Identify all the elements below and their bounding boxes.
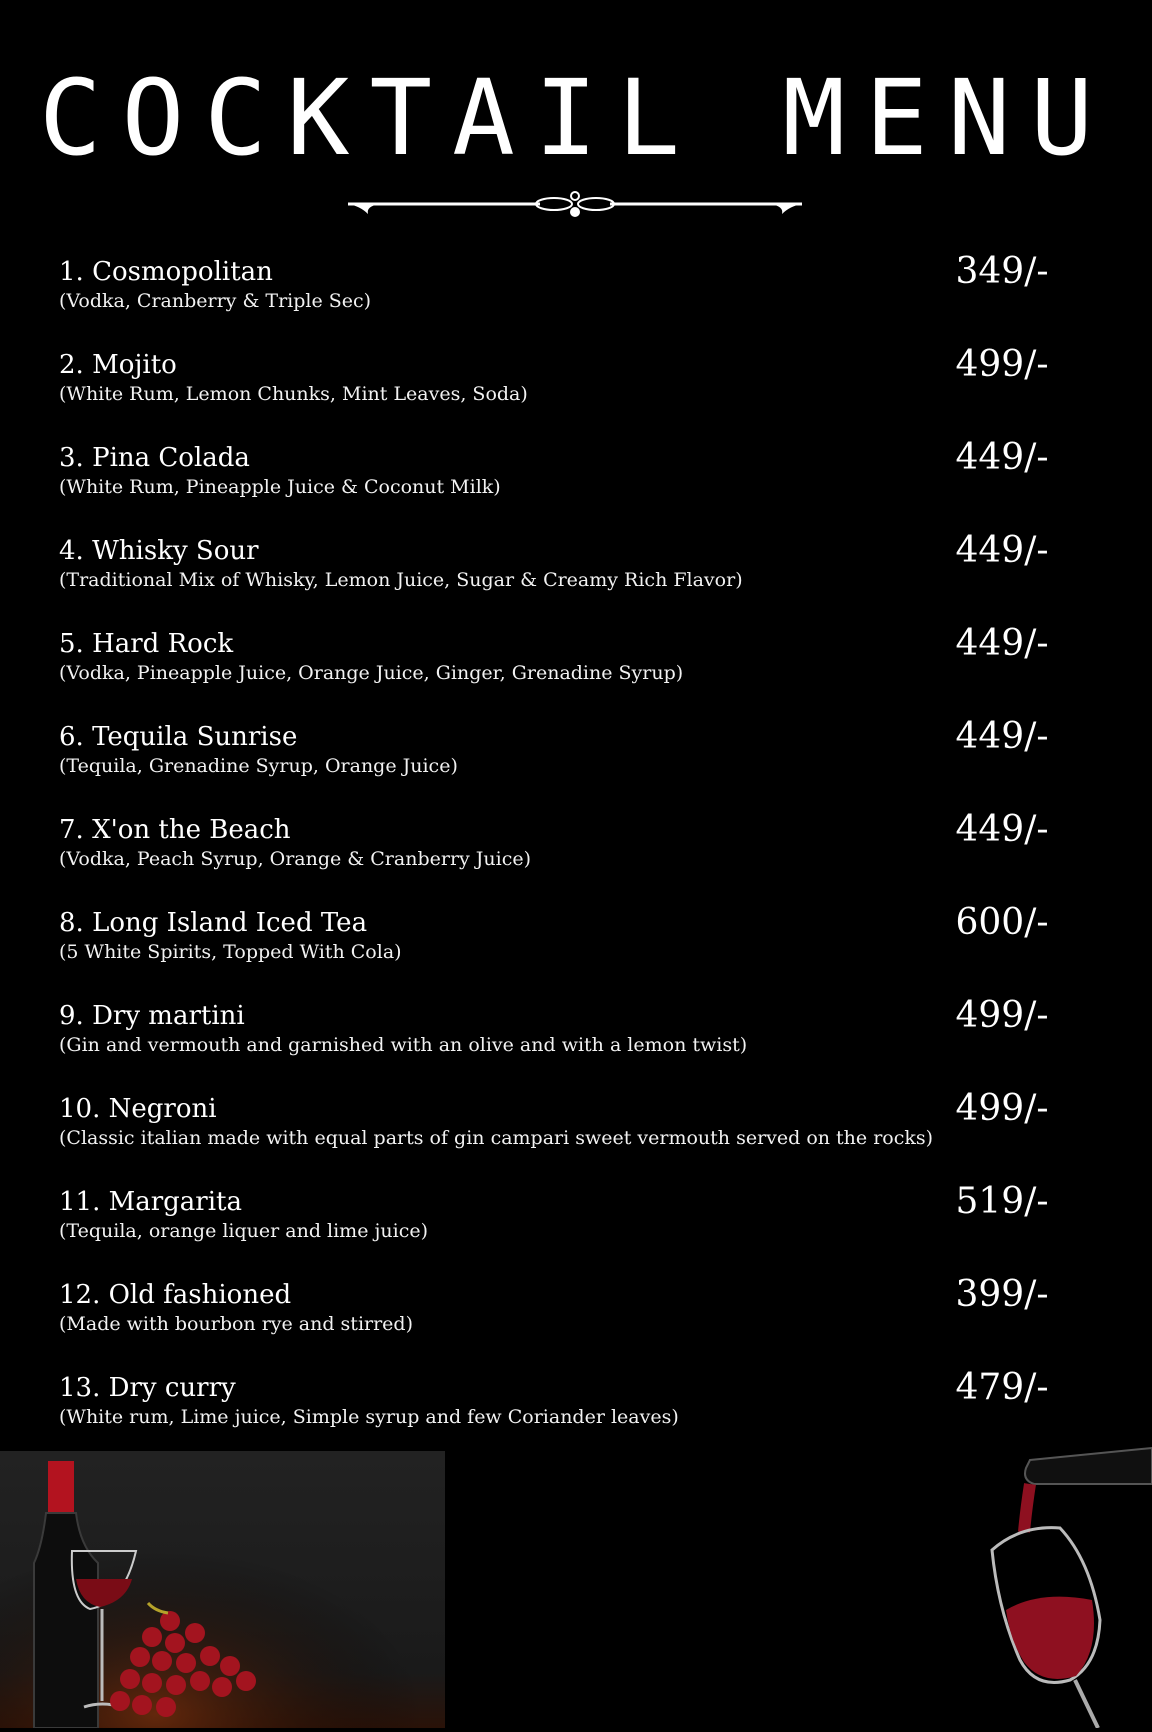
item-name: 10. Negroni xyxy=(59,1094,217,1124)
item-name: 8. Long Island Iced Tea xyxy=(59,908,368,938)
item-description: (5 White Spirits, Topped With Cola) xyxy=(59,941,402,963)
menu-item xyxy=(59,530,1059,628)
item-name: 9. Dry martini xyxy=(59,1001,245,1031)
item-price: 499/- xyxy=(955,344,1049,385)
item-description: (Made with bourbon rye and stirred) xyxy=(59,1313,414,1335)
item-price: 499/- xyxy=(955,995,1049,1036)
item-price: 519/- xyxy=(955,1181,1049,1222)
item-price: 399/- xyxy=(955,1274,1049,1315)
item-name: 12. Old fashioned xyxy=(59,1280,292,1310)
item-name: 1. Cosmopolitan xyxy=(59,257,273,287)
item-description: (Tequila, Grenadine Syrup, Orange Juice) xyxy=(59,755,458,777)
menu-item xyxy=(59,251,1059,349)
item-description: (White rum, Lime juice, Simple syrup and few Coriander leaves) xyxy=(59,1406,679,1428)
item-price: 449/- xyxy=(955,716,1049,757)
item-description: (White Rum, Lemon Chunks, Mint Leaves, Soda) xyxy=(59,383,528,405)
item-description: (White Rum, Pineapple Juice & Coconut Milk) xyxy=(59,476,501,498)
item-price: 499/- xyxy=(955,1088,1049,1129)
item-description: (Vodka, Pineapple Juice, Orange Juice, Ginger, Grenadine Syrup) xyxy=(59,662,684,684)
item-description: (Vodka, Cranberry & Triple Sec) xyxy=(59,290,372,312)
item-price: 349/- xyxy=(955,251,1049,292)
wine-pouring-photo xyxy=(980,1440,1152,1728)
item-name: 7. X'on the Beach xyxy=(59,815,291,845)
menu-item xyxy=(59,344,1059,442)
item-price: 449/- xyxy=(955,437,1049,478)
item-name: 13. Dry curry xyxy=(59,1373,236,1403)
ornamental-divider xyxy=(340,188,810,224)
menu-item xyxy=(59,995,1059,1093)
menu-item xyxy=(59,716,1059,814)
wine-bottle-grapes-photo xyxy=(0,1451,445,1728)
item-name: 4. Whisky Sour xyxy=(59,536,259,566)
item-price: 449/- xyxy=(955,623,1049,664)
item-description: (Gin and vermouth and garnished with an olive and with a lemon twist) xyxy=(59,1034,748,1056)
menu-item xyxy=(59,1181,1059,1279)
menu-item xyxy=(59,437,1059,535)
menu-item xyxy=(59,623,1059,721)
menu-item xyxy=(59,1274,1059,1372)
item-description: (Traditional Mix of Whisky, Lemon Juice, Sugar & Creamy Rich Flavor) xyxy=(59,569,743,591)
item-description: (Tequila, orange liquer and lime juice) xyxy=(59,1220,428,1242)
cocktail-list xyxy=(59,251,1059,1465)
menu-item xyxy=(59,1088,1059,1186)
menu-item xyxy=(59,809,1059,907)
item-name: 2. Mojito xyxy=(59,350,177,380)
item-description: (Vodka, Peach Syrup, Orange & Cranberry Juice) xyxy=(59,848,532,870)
item-price: 449/- xyxy=(955,809,1049,850)
item-name: 6. Tequila Sunrise xyxy=(59,722,298,752)
item-name: 5. Hard Rock xyxy=(59,629,234,659)
item-price: 449/- xyxy=(955,530,1049,571)
item-description: (Classic italian made with equal parts of gin campari sweet vermouth served on the rocks) xyxy=(59,1127,934,1149)
item-price: 600/- xyxy=(955,902,1049,943)
item-name: 3. Pina Colada xyxy=(59,443,250,473)
item-name: 11. Margarita xyxy=(59,1187,243,1217)
menu-item xyxy=(59,902,1059,1000)
menu-title: COCKTAIL MENU xyxy=(39,57,1113,179)
item-price: 479/- xyxy=(955,1367,1049,1408)
